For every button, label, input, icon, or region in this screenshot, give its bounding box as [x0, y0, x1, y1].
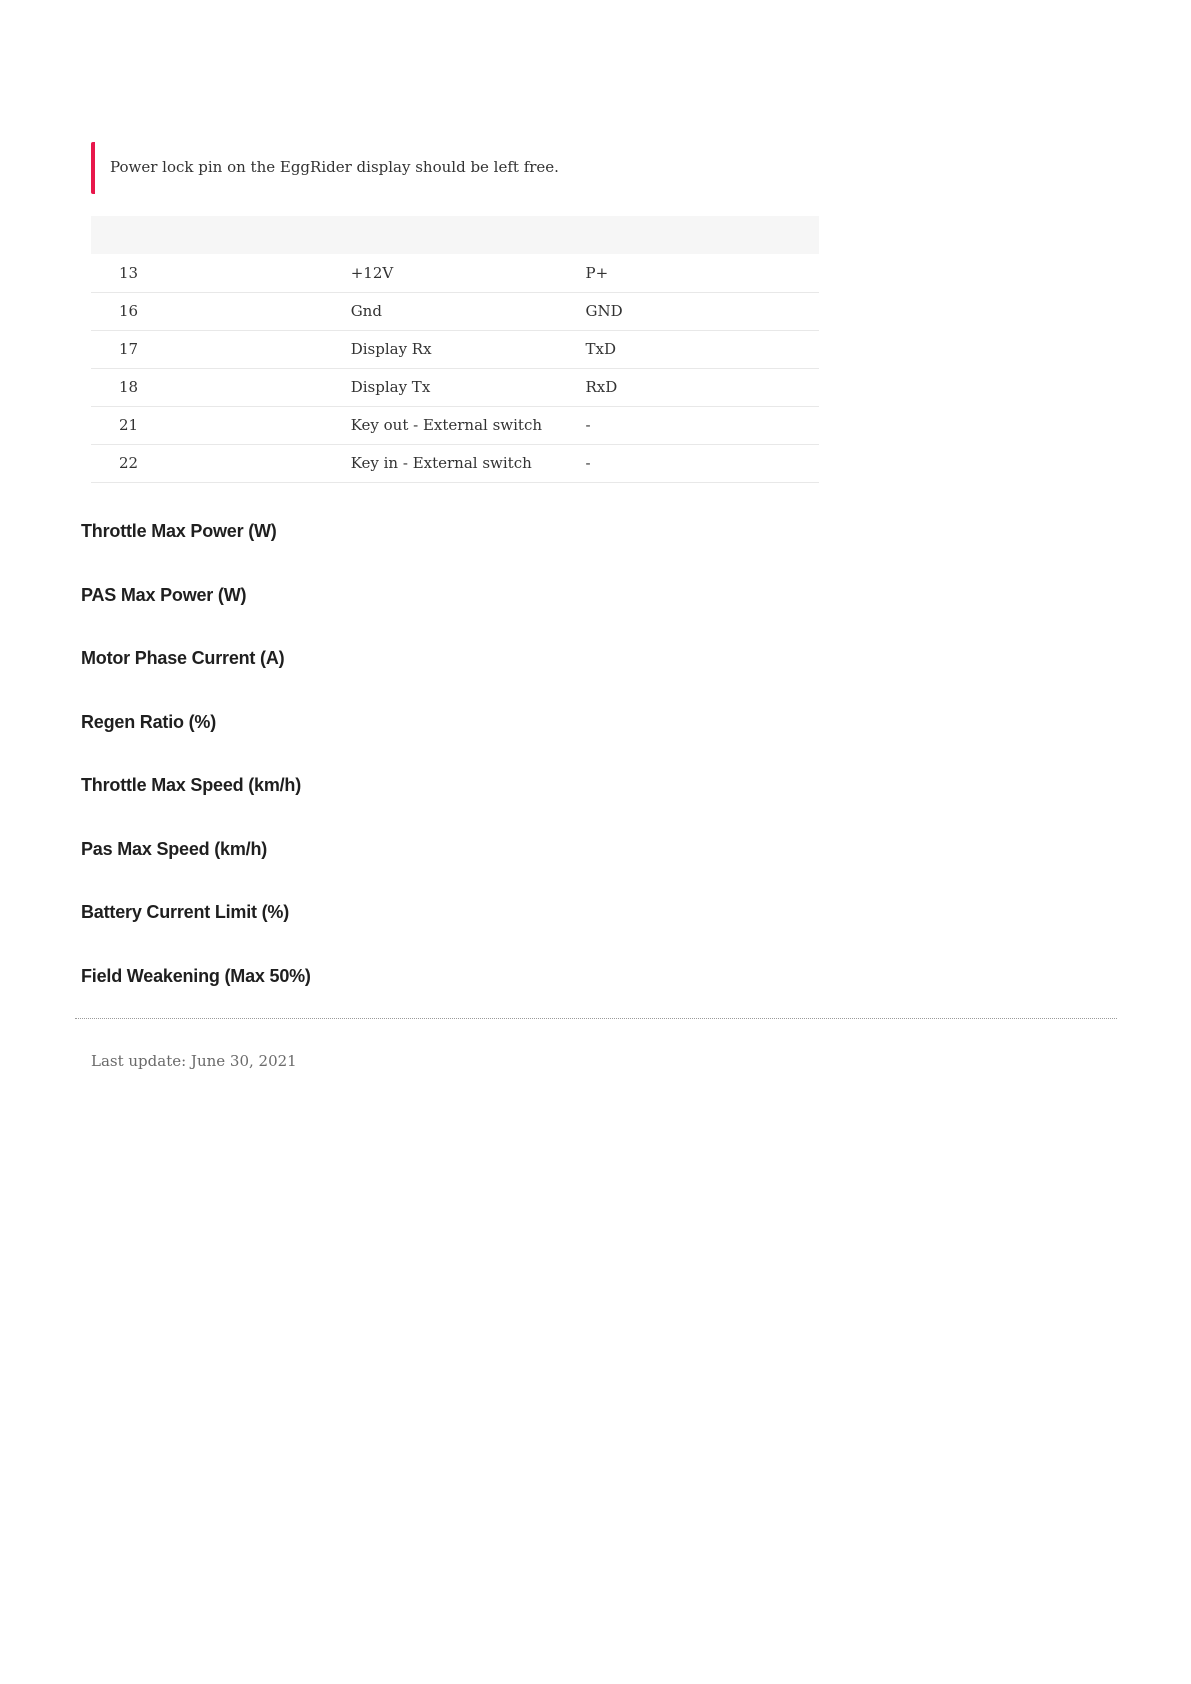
table-row	[91, 330, 819, 368]
heading-field-weakening: Field Weakening (Max 50%)	[81, 965, 311, 986]
function-cell: Display Tx	[350, 378, 431, 396]
function-cell: Gnd	[350, 302, 382, 320]
controller-cell: -	[585, 416, 591, 434]
function-cell: Key in - External switch	[350, 454, 532, 472]
controller-cell: GND	[585, 302, 623, 320]
heading-throttle-max-power: Throttle Max Power (W)	[81, 521, 277, 541]
pin-mapping-table	[91, 216, 819, 483]
parameter-headings	[81, 515, 781, 1023]
table-row	[91, 292, 819, 330]
table-header-cell	[351, 216, 586, 254]
function-cell: Key out - External switch	[350, 416, 543, 434]
note-text: Power lock pin on the EggRider display should be left free.	[110, 158, 559, 177]
table-row	[91, 406, 819, 444]
controller-cell: -	[585, 454, 591, 472]
heading-battery-current-limit: Battery Current Limit (%)	[81, 902, 290, 922]
table-row	[91, 444, 819, 482]
pin-cell: 22	[119, 454, 139, 472]
pin-cell: 13	[119, 263, 139, 282]
controller-cell: RxD	[585, 378, 618, 396]
pin-cell: 18	[119, 378, 139, 396]
function-cell: +12V	[350, 263, 394, 282]
table-row	[91, 254, 819, 292]
pin-cell: 16	[119, 302, 139, 320]
pin-cell: 21	[119, 416, 139, 434]
table-header-cell	[585, 216, 819, 254]
function-cell: Display Rx	[350, 340, 432, 358]
heading-pas-max-speed: Pas Max Speed (km/h)	[81, 838, 268, 859]
table-row	[91, 368, 819, 406]
table-header-row	[91, 216, 819, 254]
table-header-cell	[91, 216, 351, 254]
controller-cell: TxD	[585, 340, 616, 358]
controller-cell: P+	[585, 263, 609, 282]
heading-pas-max-power: PAS Max Power (W)	[81, 584, 247, 605]
note-admonition	[91, 142, 821, 194]
heading-throttle-max-speed: Throttle Max Speed (km/h)	[81, 775, 302, 795]
heading-regen-ratio: Regen Ratio (%)	[81, 711, 217, 732]
last-update-text: Last update: June 30, 2021	[91, 1052, 297, 1070]
pin-cell: 17	[119, 340, 139, 358]
heading-motor-phase-current: Motor Phase Current (A)	[81, 648, 285, 668]
footer-divider	[75, 1018, 1117, 1019]
